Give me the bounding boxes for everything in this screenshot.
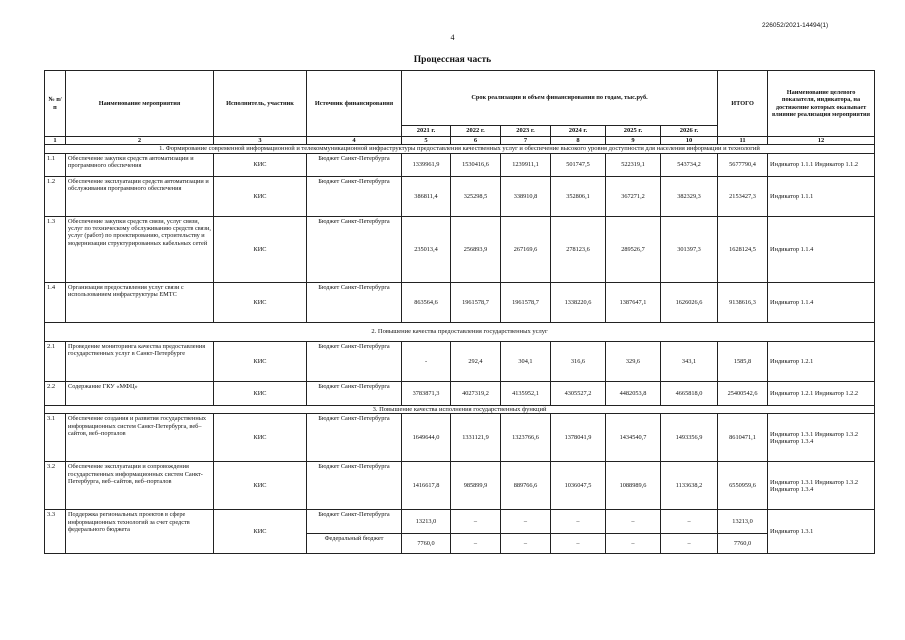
col-number: 9 (606, 137, 661, 145)
header-year: 2023 г. (501, 126, 551, 137)
section-heading: 2. Повышение качества предоставления государственных услуг (45, 322, 875, 341)
header-executor: Исполнитель, участник (214, 71, 307, 137)
header-year: 2026 г. (661, 126, 718, 137)
col-number: 3 (214, 137, 307, 145)
row-executor: КИС (214, 153, 307, 176)
row-value: 863564,6 (402, 282, 451, 322)
col-number: 5 (402, 137, 451, 145)
row-executor: КИС (214, 216, 307, 282)
row-value: 325298,5 (451, 176, 501, 216)
row-total: 9138616,3 (718, 282, 768, 322)
table-row (45, 414, 875, 462)
table-row (45, 381, 875, 405)
row-source: Бюджет Санкт-Петербурга (307, 462, 402, 510)
row-value: 889766,6 (501, 462, 551, 510)
row-number: 1.3 (45, 216, 66, 282)
row-value: – (501, 534, 551, 554)
row-value: 278123,6 (551, 216, 606, 282)
row-value: 292,4 (451, 341, 501, 381)
row-value: 985899,9 (451, 462, 501, 510)
table-row (45, 176, 875, 216)
row-source: Бюджет Санкт-Петербурга (307, 381, 402, 405)
section-row (45, 145, 875, 153)
row-value: 501747,5 (551, 153, 606, 176)
row-executor: КИС (214, 414, 307, 462)
col-number: 11 (718, 137, 768, 145)
row-total: 13213,0 (718, 510, 768, 534)
row-name: Проведение мониторинга качества предоставления государственных услуг в Санкт-Петербурге (66, 341, 214, 381)
row-total: 7760,0 (718, 534, 768, 554)
row-value: 1434540,7 (606, 414, 661, 462)
row-indicator: Индикатор 1.3.1 Индикатор 1.3.2 Индикатор 1.3.4 (768, 414, 875, 462)
row-value: 235013,4 (402, 216, 451, 282)
row-total: 8610471,1 (718, 414, 768, 462)
col-number: 12 (768, 137, 875, 145)
row-name: Обеспечение создания и развития государственных информационных систем Санкт-Петербурга, веб–сайтов, веб–порталов (66, 414, 214, 462)
row-value: 1036047,5 (551, 462, 606, 510)
row-value: – (451, 510, 501, 534)
row-indicator: Индикатор 1.3.1 (768, 510, 875, 554)
row-value: 382329,3 (661, 176, 718, 216)
row-value: 1961578,7 (501, 282, 551, 322)
row-number: 1.4 (45, 282, 66, 322)
row-number: 1.2 (45, 176, 66, 216)
row-value: 7760,0 (402, 534, 451, 554)
row-value: 1239911,1 (501, 153, 551, 176)
row-number: 2.1 (45, 341, 66, 381)
row-value: 338910,8 (501, 176, 551, 216)
row-name: Обеспечение эксплуатации и сопровождения государственных информационных систем Санкт-Петербурга, веб–сайтов, веб–порталов (66, 462, 214, 510)
row-value: 1649644,0 (402, 414, 451, 462)
row-value: 1088989,6 (606, 462, 661, 510)
row-value: 4665818,0 (661, 381, 718, 405)
row-number: 3.3 (45, 510, 66, 554)
row-value: 304,1 (501, 341, 551, 381)
col-number: 4 (307, 137, 402, 145)
row-value: 1626026,6 (661, 282, 718, 322)
row-source: Бюджет Санкт-Петербурга (307, 216, 402, 282)
row-value: 4305527,2 (551, 381, 606, 405)
table-row (45, 216, 875, 282)
row-value: 256893,9 (451, 216, 501, 282)
row-indicator: Индикатор 1.2.1 (768, 341, 875, 381)
row-number: 3.1 (45, 414, 66, 462)
row-value: 1133638,2 (661, 462, 718, 510)
program-table (44, 70, 875, 554)
row-executor: КИС (214, 381, 307, 405)
row-total: 1585,8 (718, 341, 768, 381)
table-row (45, 282, 875, 322)
header-year: 2021 г. (402, 126, 451, 137)
row-value: 301397,3 (661, 216, 718, 282)
section-title: Процессная часть (413, 55, 492, 65)
row-value: – (606, 510, 661, 534)
section-row (45, 405, 875, 413)
header-no: № п/п (45, 71, 66, 137)
row-executor: КИС (214, 282, 307, 322)
row-executor: КИС (214, 462, 307, 510)
row-source: Бюджет Санкт-Петербурга (307, 153, 402, 176)
col-number: 1 (45, 137, 66, 145)
row-source: Бюджет Санкт-Петербурга (307, 341, 402, 381)
row-number: 3.2 (45, 462, 66, 510)
row-name: Поддержка региональных проектов в сфере информационных технологий за счет средств федерального бюджета (66, 510, 214, 554)
row-total: 1628124,5 (718, 216, 768, 282)
col-number: 10 (661, 137, 718, 145)
table-row (45, 462, 875, 510)
row-value: – (501, 510, 551, 534)
col-number: 2 (66, 137, 214, 145)
row-name: Содержание ГКУ «МФЦ» (66, 381, 214, 405)
row-value: 4135952,1 (501, 381, 551, 405)
row-number: 1.1 (45, 153, 66, 176)
row-value: 329,6 (606, 341, 661, 381)
page-number: 4 (450, 33, 455, 42)
row-value: 13213,0 (402, 510, 451, 534)
row-source: Бюджет Санкт-Петербурга (307, 282, 402, 322)
row-indicator: Индикатор 1.1.1 Индикатор 1.1.2 (768, 153, 875, 176)
document-id: 226052/2021-14494(1) (762, 22, 829, 29)
header-total: ИТОГО (718, 71, 768, 137)
header-year: 2022 г. (451, 126, 501, 137)
row-value: 316,6 (551, 341, 606, 381)
row-name: Обеспечение эксплуатации средств автоматизации и обслуживания программного обеспечения (66, 176, 214, 216)
row-value: – (551, 510, 606, 534)
row-value: - (402, 341, 451, 381)
row-value: 352806,1 (551, 176, 606, 216)
row-source: Бюджет Санкт-Петербурга (307, 414, 402, 462)
row-source: Федеральный бюджет (307, 534, 402, 554)
row-value: 522319,1 (606, 153, 661, 176)
section-heading: 1. Формирование современной информационной и телекоммуникационной инфраструктуры предоставления качественных услуг и обеспечение высокого уровня доступности для населения информации и технологий (45, 145, 875, 153)
header-indicator: Наименование целевого показателя, индикатора, на достижение которых оказывает влияние реализация мероприятия (768, 71, 875, 137)
row-number: 2.2 (45, 381, 66, 405)
row-value: 1387647,1 (606, 282, 661, 322)
row-value: – (661, 534, 718, 554)
row-value: – (451, 534, 501, 554)
row-value: 1378041,9 (551, 414, 606, 462)
row-total: 5677790,4 (718, 153, 768, 176)
row-name: Обеспечение закупки средств автоматизации и программного обеспечения (66, 153, 214, 176)
row-value: 1530416,6 (451, 153, 501, 176)
header-year: 2025 г. (606, 126, 661, 137)
row-executor: КИС (214, 510, 307, 554)
row-indicator: Индикатор 1.3.1 Индикатор 1.3.2 Индикатор 1.3.4 (768, 462, 875, 510)
table-row (45, 153, 875, 176)
row-executor: КИС (214, 176, 307, 216)
col-number: 7 (501, 137, 551, 145)
row-value: 4027319,2 (451, 381, 501, 405)
row-value: – (661, 510, 718, 534)
row-value: 367271,2 (606, 176, 661, 216)
header-source: Источник финансирования (307, 71, 402, 137)
row-name: Обеспечение закупки средств связи, услуг связи, услуг по техническому обслуживанию средств связи, услуг (работ) по проектированию, строительству и модернизации структурированных кабельных сетей (66, 216, 214, 282)
section-row (45, 322, 875, 341)
header-name: Наименование мероприятия (66, 71, 214, 137)
row-value: 386811,4 (402, 176, 451, 216)
header-year: 2024 г. (551, 126, 606, 137)
row-value: 289526,7 (606, 216, 661, 282)
row-value: 1493356,9 (661, 414, 718, 462)
row-value: 343,1 (661, 341, 718, 381)
row-indicator: Индикатор 1.2.1 Индикатор 1.2.2 (768, 381, 875, 405)
row-value: 4482053,8 (606, 381, 661, 405)
row-value: – (606, 534, 661, 554)
row-source: Бюджет Санкт-Петербурга (307, 510, 402, 534)
table-row (45, 510, 875, 534)
row-indicator: Индикатор 1.1.4 (768, 216, 875, 282)
row-total: 2153427,3 (718, 176, 768, 216)
col-number: 6 (451, 137, 501, 145)
row-value: – (551, 534, 606, 554)
row-indicator: Индикатор 1.1.1 (768, 176, 875, 216)
row-value: 1338220,6 (551, 282, 606, 322)
row-name: Организация предоставления услуг связи с использованием инфраструктуры ЕМТС (66, 282, 214, 322)
row-value: 267169,6 (501, 216, 551, 282)
row-value: 1331121,9 (451, 414, 501, 462)
row-value: 543734,2 (661, 153, 718, 176)
row-value: 1416617,8 (402, 462, 451, 510)
row-total: 6550959,6 (718, 462, 768, 510)
table-row (45, 341, 875, 381)
row-value: 3783871,3 (402, 381, 451, 405)
row-source: Бюджет Санкт-Петербурга (307, 176, 402, 216)
row-value: 1961578,7 (451, 282, 501, 322)
row-total: 25400542,6 (718, 381, 768, 405)
row-indicator: Индикатор 1.1.4 (768, 282, 875, 322)
row-executor: КИС (214, 341, 307, 381)
row-value: 1339961,9 (402, 153, 451, 176)
section-heading: 3. Повышение качества исполнения государственных функций (45, 405, 875, 413)
col-number: 8 (551, 137, 606, 145)
header-period: Срок реализации и объем финансирования по годам, тыс.руб. (402, 71, 718, 126)
row-value: 1323766,6 (501, 414, 551, 462)
